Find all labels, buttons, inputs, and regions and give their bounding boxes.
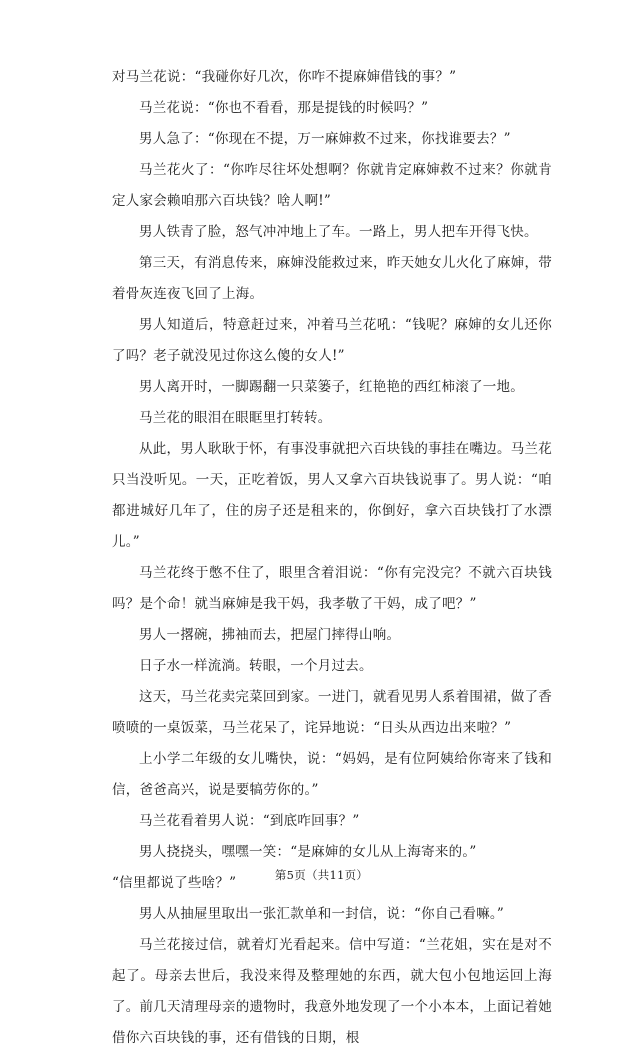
paragraph: 对马兰花说：“我碰你好几次，你咋不提麻婶借钱的事？” bbox=[112, 69, 457, 85]
paragraph: 日子水一样流淌。转眼，一个月过去。 bbox=[139, 658, 373, 674]
paragraph: 上小学二年级的女儿嘴快，说：“妈妈，是有位阿姨给你寄来了钱和信，爸爸高兴，说是要犒劳你的。” bbox=[112, 751, 552, 798]
paragraph: 男人知道后，特意赶过来，冲着马兰花吼：“钱呢？麻婶的女儿还你了吗？老子就没见过你这么傻的女人!” bbox=[112, 317, 552, 364]
paragraph: 马兰花看着男人说：“到底咋回事？” bbox=[139, 813, 360, 829]
paragraph: 男人急了：“你现在不提，万一麻婶救不过来，你找谁要去？” bbox=[139, 131, 511, 147]
paragraph: 马兰花接过信，就着灯光看起来。信中写道：“兰花姐，实在是对不起了。母亲去世后，我没来得及整理她的东西，就大包小包地运回上海了。前几天清理母亲的遗物时，我意外地发现了一个小本本，上面记着她借你六百块钱的事，还有借钱的日期，根 bbox=[112, 937, 552, 1046]
paragraph: 马兰花说：“你也不看看，那是提钱的时候吗？” bbox=[139, 100, 429, 116]
paragraph: 马兰花火了：“你咋尽往坏处想啊？你就肯定麻婶救不过来？你就肯定人家会赖咱那六百块钱？啥人啊!” bbox=[112, 162, 552, 209]
paragraph: 马兰花的眼泪在眼眶里打转转。 bbox=[139, 410, 332, 426]
paragraph: “信里都说了些啥？” bbox=[112, 875, 237, 891]
page-footer: 第5页（共11页） bbox=[274, 868, 369, 882]
paragraph: 男人从抽屉里取出一张汇款单和一封信，说：“你自己看嘛。” bbox=[139, 906, 505, 922]
paragraph: 男人一撂碗，拂袖而去，把屋门摔得山响。 bbox=[139, 627, 401, 643]
article-body bbox=[112, 62, 552, 1054]
paragraph: 马兰花终于憋不住了，眼里含着泪说：“你有完没完？不就六百块钱吗？是个命！就当麻婶是我干妈，我孝敬了干妈，成了吧？” bbox=[112, 565, 552, 612]
paragraph: 男人铁青了脸，怒气冲冲地上了车。一路上，男人把车开得飞快。 bbox=[139, 224, 538, 240]
paragraph: 这天，马兰花卖完菜回到家。一进门，就看见男人系着围裙，做了香喷喷的一桌饭菜，马兰花呆了，诧异地说：“日头从西边出来啦？” bbox=[112, 689, 552, 736]
paragraph: 从此，男人耿耿于怀，有事没事就把六百块钱的事挂在嘴边。马兰花只当没听见。一天，正吃着饭，男人又拿六百块钱说事了。男人说：“咱都进城好几年了，住的房子还是租来的，你倒好，拿六百块钱打了水漂儿。” bbox=[112, 441, 552, 550]
paragraph: 第三天，有消息传来，麻婶没能救过来，昨天她女儿火化了麻婶，带着骨灰连夜飞回了上海。 bbox=[112, 255, 552, 302]
paragraph: 男人离开时，一脚踢翻一只菜篓子，红艳艳的西红柿滚了一地。 bbox=[139, 379, 524, 395]
paragraph: 男人挠挠头，嘿嘿一笑：“是麻婶的女儿从上海寄来的。” bbox=[139, 844, 477, 860]
